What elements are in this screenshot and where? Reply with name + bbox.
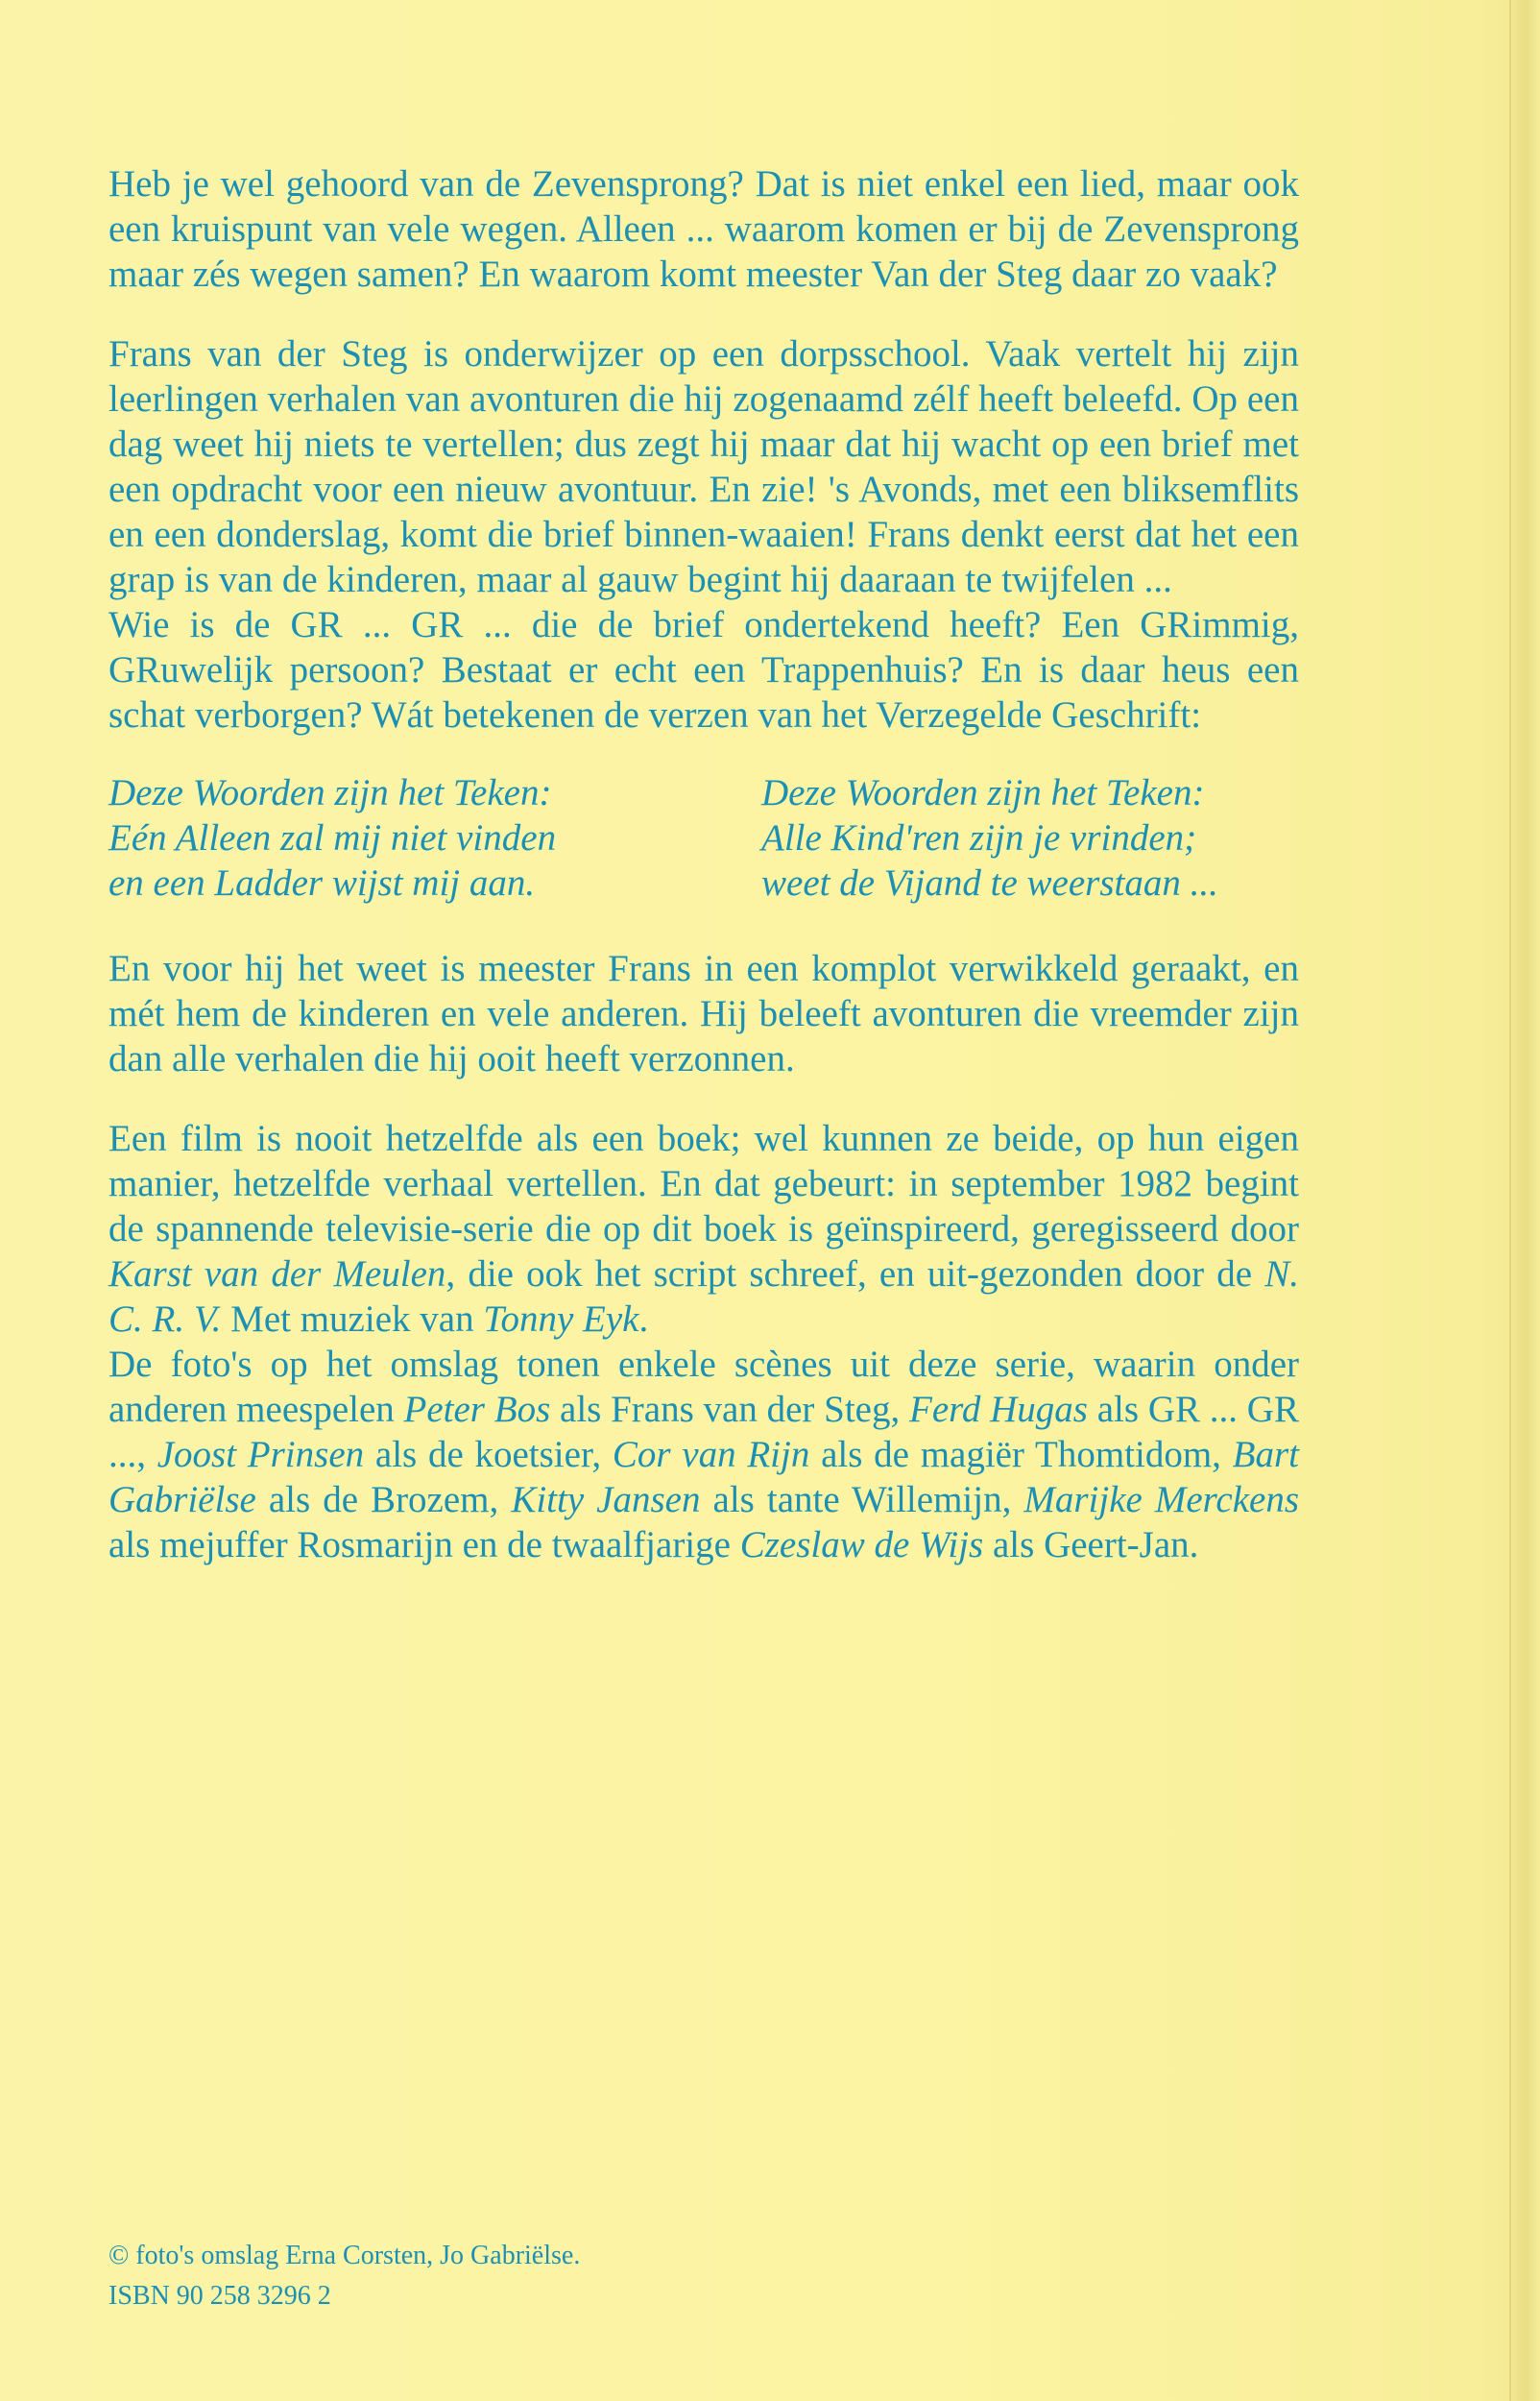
cast-text: als Geert-Jan. [983, 1524, 1199, 1565]
paragraph-plot: En voor hij het weet is meester Frans in een komplot verwikkeld geraakt, en mét hem de kinderen en vele anderen. Hij beleeft avonturen die vreemder zijn dan alle verhalen die hij ooit heeft verzonnen. [108, 948, 1299, 1079]
cast-text: als Frans van der Steg, [550, 1389, 910, 1430]
actor-name: Kitty Jansen [511, 1479, 701, 1520]
film-text: Een film is nooit hetzelfde als een boek; wel kunnen ze beide, op hun eigen manier, hetzelfde verhaal vertellen. En dat gebeurt: in september 1982 begint de spannende televisie-serie die op dit boek is geïnspireerd, geregisseerd door [108, 1118, 1299, 1249]
cast-text: als tante Willemijn, [700, 1479, 1024, 1520]
director-name: Karst van der Meulen [108, 1253, 446, 1295]
verse-line: weet de Vijand te weerstaan ... [761, 862, 1218, 904]
broadcaster-name: N. C. R. V. [108, 1253, 1299, 1340]
isbn: ISBN 90 258 3296 2 [108, 2281, 331, 2311]
actor-name: Marijke Merckens [1023, 1479, 1300, 1520]
actor-name: Cor van Rijn [612, 1434, 810, 1475]
photo-credit: © foto's omslag Erna Corsten, Jo Gabriëlse. [108, 2241, 581, 2270]
verse-line: Deze Woorden zijn het Teken: [108, 772, 552, 813]
actor-name: Czeslaw de Wijs [739, 1524, 984, 1565]
blurb-text [108, 161, 1299, 1602]
actor-name: Bart Gabriëlse [108, 1434, 1300, 1520]
verse-left [108, 770, 646, 906]
cast-text: als GR ... GR ..., [108, 1389, 1299, 1475]
cast-text: als de magiër Thomtidom, [809, 1434, 1233, 1475]
paragraph-film [108, 1116, 1299, 1342]
credits-block [108, 2236, 580, 2316]
film-text: Met muziek van [221, 1298, 484, 1340]
verse-line: en een Ladder wijst mij aan. [108, 862, 536, 904]
actor-name: Peter Bos [403, 1389, 551, 1430]
cast-text: als de Brozem, [255, 1479, 512, 1520]
verse-line: Deze Woorden zijn het Teken: [761, 772, 1205, 813]
cast-text: als de koetsier, [364, 1434, 613, 1475]
film-text: , die ook het script schreef, en uit-gezonden door de [445, 1253, 1265, 1295]
film-text: . [638, 1298, 649, 1340]
verse-right [761, 770, 1299, 906]
sealed-verses [108, 770, 1299, 906]
composer-name: Tonny Eyk [483, 1298, 639, 1340]
cast-text: als mejuffer Rosmarijn en de twaalfjarige [108, 1524, 740, 1565]
cover-edge [1509, 0, 1540, 2401]
verse-line: Alle Kind'ren zijn je vrinden; [761, 817, 1197, 859]
verse-line: Eén Alleen zal mij niet vinden [108, 817, 557, 859]
actor-name: Ferd Hugas [909, 1389, 1088, 1430]
cast-text: De foto's op het omslag tonen enkele scènes uit deze serie, waarin onder anderen meespelen [108, 1344, 1299, 1430]
paragraph-story: Frans van der Steg is onderwijzer op een dorpsschool. Vaak vertelt hij zijn leerlingen verhalen van avonturen die hij zogenaamd zélf heeft beleefd. Op een dag weet hij niets te vertellen; dus zegt hij maar dat hij wacht op een brief met een opdracht voor een nieuw avontuur. En zie! 's Avonds, met een bliksemflits en een donderslag, komt die brief binnen-waaien! Frans denkt eerst dat het een grap is van de kinderen, maar al gauw begint hij daaraan te twijfelen ... [108, 333, 1299, 600]
paragraph-questions: Wie is de GR ... GR ... die de brief ondertekend heeft? Een GRimmig, GRuwelijk persoon? Bestaat er echt een Trappenhuis? En is daar heus een schat verborgen? Wát betekenen de verzen van het Verzegelde Geschrift: [108, 604, 1299, 736]
paragraph-cast [108, 1342, 1299, 1567]
actor-name: Joost Prinsen [156, 1434, 365, 1475]
paragraph-intro: Heb je wel gehoord van de Zevensprong? Dat is niet enkel een lied, maar ook een kruispunt van vele wegen. Alleen ... waarom komen er bij de Zevensprong maar zés wegen samen? En waarom komt meester Van der Steg daar zo vaak? [108, 163, 1299, 295]
